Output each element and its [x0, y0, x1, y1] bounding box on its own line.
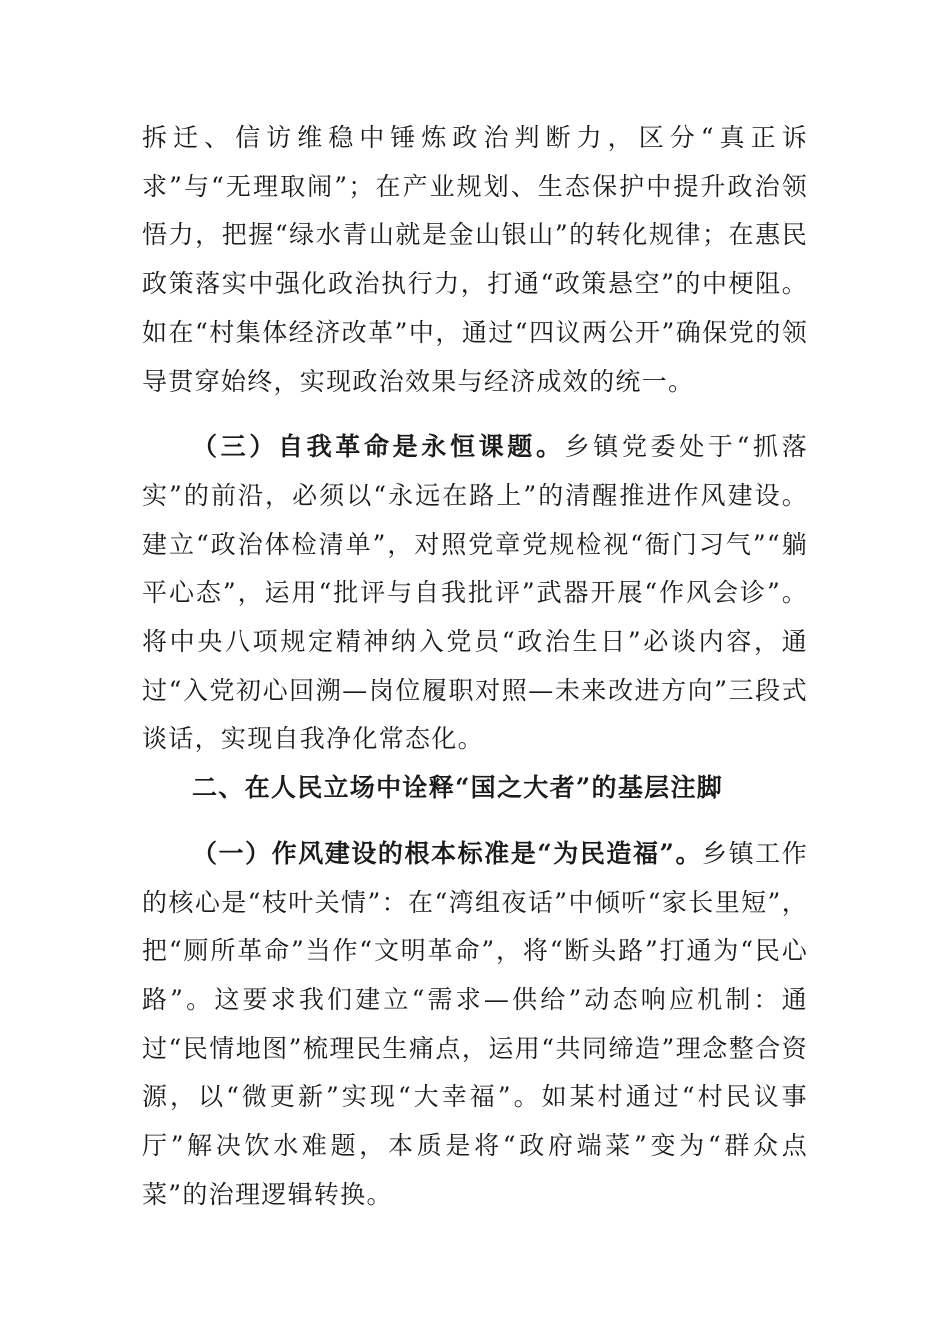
body-paragraph-self-revolution [142, 423, 808, 764]
body-text-benefit-people: 乡镇工作的核心是“枝叶关情”：在“湾组夜话”中倾听“家长里短”，把“厕所革命”当作“文明革命”，将“断头路”打通为“民心路”。这要求我们建立“需求—供给”动态响应机制：通过“民情地图”梳理民生痛点，运用“共同缔造”理念整合资源，以“微更新”实现“大幸福”。如某村通过“村民议事厅”解决饮水难题，本质是将“政府端菜”变为“群众点菜”的治理逻辑转换。 [142, 838, 809, 1209]
body-paragraph-political-judgment: 拆迁、信访维稳中锤炼政治判断力，区分“真正诉求”与“无理取闹”；在产业规划、生态保护中提升政治领悟力，把握“绿水青山就是金山银山”的转化规律；在惠民政策落实中强化政治执行力，打通“政策悬空”的中梗阻。如在“村集体经济改革”中，通过“四议两公开”确保党的领导贯穿始终，实现政治效果与经济成效的统一。 [142, 123, 808, 396]
body-paragraph-benefit-people [142, 830, 808, 1220]
document-page [142, 114, 808, 1219]
body-text-self-revolution: 乡镇党委处于“抓落实”的前沿，必须以“永远在路上”的清醒推进作风建设。建立“政治体检清单”，对照党章党规检视“衙门习气”“躺平心态”，运用“批评与自我批评”武器开展“作风会诊”。将中央八项规定精神纳入党员“政治生日”必谈内容，通过“入党初心回溯—岗位履职对照—未来改进方向”三段式谈话，实现自我净化常态化。 [142, 432, 809, 754]
section-heading-people-stance: 二、在人民立场中诠释“国之大者”的基层注脚 [192, 773, 724, 803]
subheading-benefit-people: （一）作风建设的根本标准是“为民造福”。 [192, 838, 703, 868]
subheading-self-revolution: （三）自我革命是永恒课题。 [192, 432, 565, 462]
